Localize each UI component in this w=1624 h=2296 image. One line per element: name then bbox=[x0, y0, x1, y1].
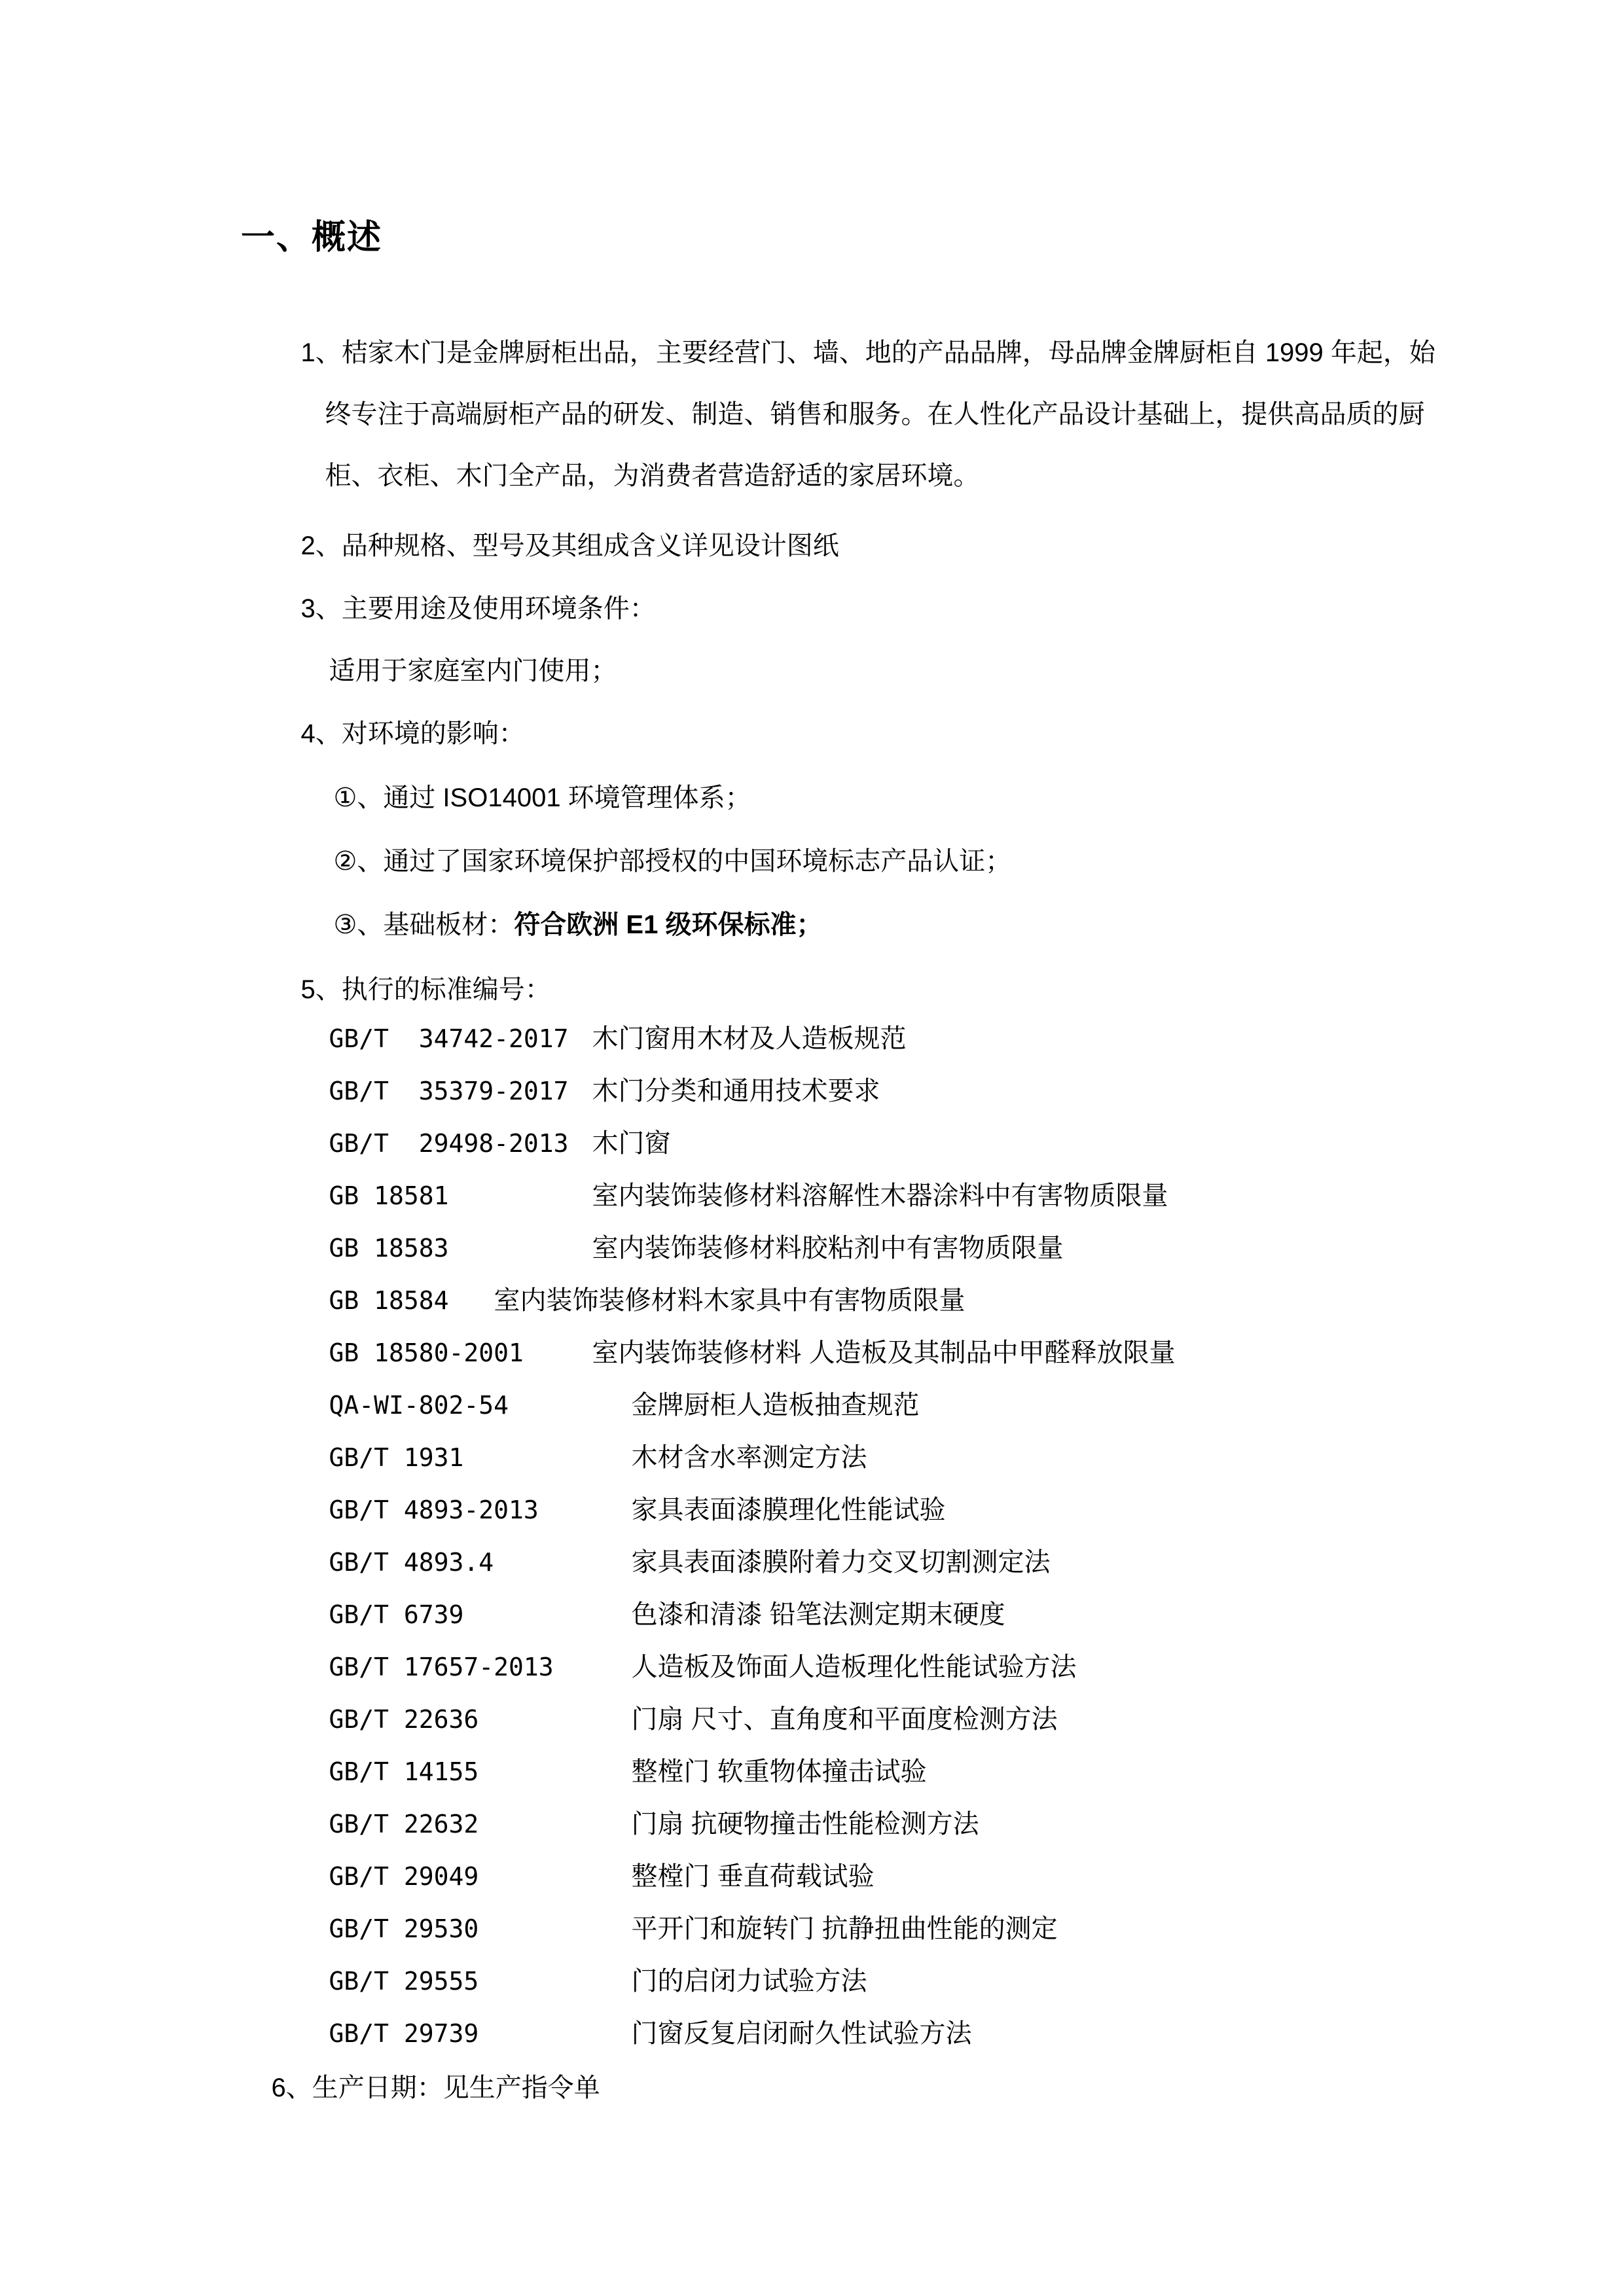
standard-code: GB/T 22632 bbox=[329, 1810, 479, 1839]
standard-title: 门窗反复启闭耐久性试验方法 bbox=[631, 2019, 972, 2048]
standard-code: GB/T 29049 bbox=[329, 1862, 479, 1891]
standard-code: GB/T 1931 bbox=[329, 1443, 464, 1472]
item-1-text-line-1: 桔家木门是金牌厨柜出品，主要经营门、墙、地的产品品牌，母品牌金牌厨柜自 1999 年起，始 bbox=[341, 338, 1435, 367]
standard-title: 整樘门 软重物体撞击试验 bbox=[631, 1757, 927, 1786]
standard-code: QA-WI-802-54 bbox=[329, 1391, 509, 1420]
standard-code: GB/T 34742-2017 bbox=[329, 1024, 569, 1053]
item-4-marker: 4、 bbox=[300, 719, 342, 748]
item-4-sub-2-marker: ②、 bbox=[333, 847, 384, 876]
standard-title: 室内装饰装修材料胶粘剂中有害物质限量 bbox=[592, 1234, 1064, 1263]
standard-code: GB 18584 bbox=[329, 1286, 449, 1315]
item-4-text: 对环境的影响： bbox=[341, 719, 525, 748]
standard-code: GB/T 6739 bbox=[329, 1600, 464, 1629]
item-3-text: 主要用途及使用环境条件： bbox=[341, 594, 656, 623]
standard-title: 室内装饰装修材料木家具中有害物质限量 bbox=[494, 1286, 965, 1315]
standard-title: 家具表面漆膜附着力交叉切割测定法 bbox=[631, 1548, 1051, 1577]
item-4-sub-1-marker: ①、 bbox=[333, 783, 384, 812]
item-4-sub-3-bold-text: 符合欧洲 E1 级环保标准； bbox=[514, 910, 823, 939]
item-6-text: 生产日期：见生产指令单 bbox=[312, 2073, 600, 2102]
standard-code: GB/T 22636 bbox=[329, 1705, 479, 1734]
standard-title: 木材含水率测定方法 bbox=[631, 1443, 867, 1472]
item-4-sub-3-marker: ③、 bbox=[333, 910, 384, 939]
item-2-text: 品种规格、型号及其组成含义详见设计图纸 bbox=[341, 531, 839, 560]
standard-code: GB 18580-2001 bbox=[329, 1338, 524, 1367]
standard-title: 金牌厨柜人造板抽查规范 bbox=[631, 1391, 920, 1420]
standard-title: 平开门和旋转门 抗静扭曲性能的测定 bbox=[631, 1914, 1058, 1943]
standard-code: GB 18581 bbox=[329, 1181, 449, 1210]
standard-title: 木门窗 bbox=[592, 1129, 671, 1158]
standard-title: 门扇 尺寸、直角度和平面度检测方法 bbox=[631, 1705, 1058, 1734]
standard-title: 整樘门 垂直荷载试验 bbox=[631, 1862, 875, 1891]
item-3-note-text: 适用于家庭室内门使用； bbox=[329, 656, 617, 685]
standard-code: GB/T 29530 bbox=[329, 1914, 479, 1943]
standard-code: GB/T 14155 bbox=[329, 1757, 479, 1786]
item-3-marker: 3、 bbox=[300, 594, 342, 623]
item-4-sub-3-label: 基础板材： bbox=[383, 910, 514, 939]
standard-title: 木门窗用木材及人造板规范 bbox=[592, 1024, 907, 1053]
standard-title: 室内装饰装修材料溶解性木器涂料中有害物质限量 bbox=[592, 1181, 1168, 1210]
standard-code: GB/T 29739 bbox=[329, 2019, 479, 2048]
standard-title: 家具表面漆膜理化性能试验 bbox=[631, 1496, 946, 1524]
standard-title: 人造板及饰面人造板理化性能试验方法 bbox=[631, 1653, 1077, 1681]
standard-code: GB/T 17657-2013 bbox=[329, 1653, 554, 1681]
item-1-marker: 1、 bbox=[300, 338, 342, 367]
standard-code: GB/T 4893.4 bbox=[329, 1548, 494, 1577]
standard-code: GB/T 4893-2013 bbox=[329, 1496, 539, 1524]
standard-title: 门的启闭力试验方法 bbox=[631, 1967, 867, 1996]
section-heading: 一、概述 bbox=[241, 219, 383, 257]
standard-title: 木门分类和通用技术要求 bbox=[592, 1077, 880, 1105]
standard-code: GB/T 29498-2013 bbox=[329, 1129, 569, 1158]
item-1-text-line-3: 柜、衣柜、木门全产品，为消费者营造舒适的家居环境。 bbox=[325, 461, 980, 490]
standard-title: 色漆和清漆 铅笔法测定期末硬度 bbox=[631, 1600, 1005, 1629]
standard-title: 室内装饰装修材料 人造板及其制品中甲醛释放限量 bbox=[592, 1338, 1176, 1367]
item-5-marker: 5、 bbox=[300, 975, 342, 1004]
list-item-6 bbox=[242, 2041, 600, 2135]
standard-title: 门扇 抗硬物撞击性能检测方法 bbox=[631, 1810, 979, 1839]
standard-code: GB/T 35379-2017 bbox=[329, 1077, 569, 1105]
item-5-text: 执行的标准编号： bbox=[341, 975, 551, 1004]
standard-code: GB/T 29555 bbox=[329, 1967, 479, 1996]
item-6-marker: 6、 bbox=[271, 2073, 312, 2102]
item-1-text-line-2: 终专注于高端厨柜产品的研发、制造、销售和服务。在人性化产品设计基础上，提供高品质的厨 bbox=[325, 400, 1425, 429]
item-2-marker: 2、 bbox=[300, 531, 342, 560]
item-4-sub-2-text: 通过了国家环境保护部授权的中国环境标志产品认证； bbox=[383, 847, 1012, 876]
standard-code: GB 18583 bbox=[329, 1234, 449, 1263]
item-4-sub-1-text: 通过 ISO14001 环境管理体系； bbox=[383, 783, 751, 812]
